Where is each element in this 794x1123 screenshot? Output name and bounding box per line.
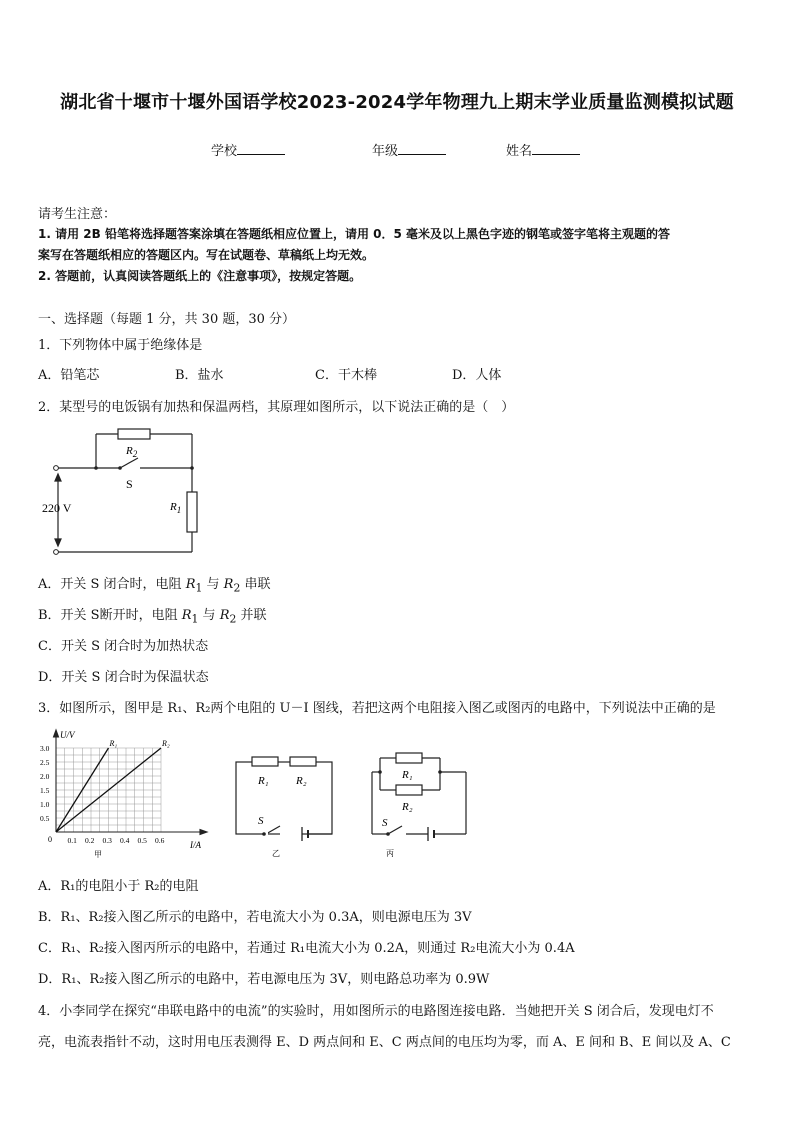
r2-label: R₂ bbox=[296, 775, 307, 787]
q2-option-b[interactable]: B．开关 S断开时，电阻 $R_1$ 与 $R_2$ 并联 bbox=[38, 608, 267, 626]
switch-label: S bbox=[258, 815, 264, 827]
r2-resistor bbox=[118, 429, 150, 439]
y-tick-label: 3.0 bbox=[40, 744, 50, 753]
q1-stem: 1．下列物体中属于绝缘体是 bbox=[38, 338, 203, 353]
school-field[interactable]: 学校 bbox=[211, 140, 285, 159]
q3-circuit-c bbox=[366, 746, 476, 860]
q3-option-a[interactable]: A．R₁的电阻小于 R₂的电阻 bbox=[38, 879, 199, 894]
q1-option-a[interactable]: A．铅笔芯 bbox=[38, 368, 100, 383]
q3-option-d[interactable]: D．R₁、R₂接入图乙所示的电路中，若电源电压为 3V，则电路总功率为 0.9W bbox=[38, 972, 490, 987]
y-tick-label: 2.0 bbox=[40, 772, 50, 781]
y-tick-label: 2.5 bbox=[40, 758, 50, 767]
notice-line-1b: 案写在答题纸相应的答题区内。写在试题卷、草稿纸上均无效。 bbox=[38, 248, 375, 262]
q3-option-b[interactable]: B．R₁、R₂接入图乙所示的电路中，若电流大小为 0.3A，则电源电压为 3V bbox=[38, 910, 472, 925]
page-title: 湖北省十堰市十堰外国语学校2023-2024学年物理九上期末学业质量监测模拟试题 bbox=[60, 92, 734, 113]
q2-option-a[interactable]: A．开关 S 闭合时，电阻 $R_1$ 与 $R_2$ 串联 bbox=[38, 577, 271, 595]
r2-label: $R_2$ bbox=[126, 445, 138, 459]
notice-line-2: 2. 答题前，认真阅读答题纸上的《注意事项》，按规定答题。 bbox=[38, 269, 362, 283]
grade-field[interactable]: 年级 bbox=[372, 140, 446, 159]
r1-label: R₁ bbox=[402, 769, 413, 781]
switch-s bbox=[388, 826, 402, 834]
graph-xlabel: I/A bbox=[190, 840, 201, 850]
graph-caption: 甲 bbox=[94, 850, 102, 859]
q3-stem: 3．如图所示，图甲是 R₁、R₂两个电阻的 U－I 图线，若把这两个电阻接入图乙或图丙的电路中，下列说法中正确的是 bbox=[38, 701, 716, 716]
circuit-c-caption: 丙 bbox=[386, 849, 394, 858]
switch-s bbox=[266, 826, 280, 834]
graph-origin: 0 bbox=[48, 835, 52, 844]
r1-resistor bbox=[187, 492, 197, 532]
voltage-label: 220 V bbox=[42, 501, 72, 515]
q3-option-c[interactable]: C．R₁、R₂接入图丙所示的电路中，若通过 R₁电流大小为 0.2A，则通过 R₂电流大小为 0.4A bbox=[38, 941, 575, 956]
switch-s bbox=[120, 458, 138, 468]
circuit-b-caption: 乙 bbox=[272, 849, 280, 858]
x-tick-label: 0.2 bbox=[85, 836, 95, 845]
y-tick-label: 1.5 bbox=[40, 786, 50, 795]
section-heading: 一、选择题（每题 1 分，共 30 题，30 分） bbox=[38, 312, 296, 327]
graph-ylabel: U/V bbox=[60, 730, 75, 740]
r1-label: $R_1$ bbox=[170, 501, 182, 515]
x-tick-label: 0.5 bbox=[137, 836, 147, 845]
series-label-r2: R₂ bbox=[162, 739, 170, 748]
x-tick-label: 0.6 bbox=[155, 836, 165, 845]
y-tick-label: 0.5 bbox=[40, 814, 50, 823]
switch-label: S bbox=[126, 477, 133, 491]
q4-stem-line-2: 亮，电流表指针不动，这时用电压表测得 E、D 两点间和 E、C 两点间的电压均为零，而 A、E 间和 B、E 间以及 A、C bbox=[38, 1035, 731, 1050]
q3-circuit-b bbox=[228, 750, 348, 860]
q1-option-b[interactable]: B．盐水 bbox=[175, 368, 224, 383]
series-label-r1: R₁ bbox=[109, 739, 118, 748]
x-tick-label: 0.3 bbox=[102, 836, 112, 845]
name-field[interactable]: 姓名 bbox=[506, 140, 580, 159]
q2-option-d[interactable]: D．开关 S 闭合时为保温状态 bbox=[38, 670, 209, 685]
y-tick-label: 1.0 bbox=[40, 800, 50, 809]
r2-label: R₂ bbox=[402, 801, 413, 813]
notice-heading: 请考生注意： bbox=[38, 207, 117, 222]
x-tick-label: 0.4 bbox=[120, 836, 130, 845]
notice-line-1a: 1. 请用 2B 铅笔将选择题答案涂填在答题纸相应位置上，请用 0．5 毫米及以上黑色字迹的钢笔或签字笔将主观题的答 bbox=[38, 227, 670, 241]
q1-option-c[interactable]: C．干木棒 bbox=[315, 368, 377, 383]
q2-option-c[interactable]: C．开关 S 闭合时为加热状态 bbox=[38, 639, 209, 654]
switch-label: S bbox=[382, 817, 388, 829]
q2-stem: 2．某型号的电饭锅有加热和保温两档，其原理如图所示，以下说法正确的是（ ） bbox=[38, 400, 515, 415]
q2-circuit-diagram bbox=[38, 424, 208, 559]
r1-label: R₁ bbox=[258, 775, 269, 787]
q3-ui-graph bbox=[38, 726, 213, 861]
q1-option-d[interactable]: D．人体 bbox=[452, 368, 502, 383]
q4-stem-line-1: 4．小李同学在探究“串联电路中的电流”的实验时，用如图所示的电路图连接电路．当她把开关 S 闭合后，发现电灯不 bbox=[38, 1004, 714, 1019]
x-tick-label: 0.1 bbox=[67, 836, 77, 845]
